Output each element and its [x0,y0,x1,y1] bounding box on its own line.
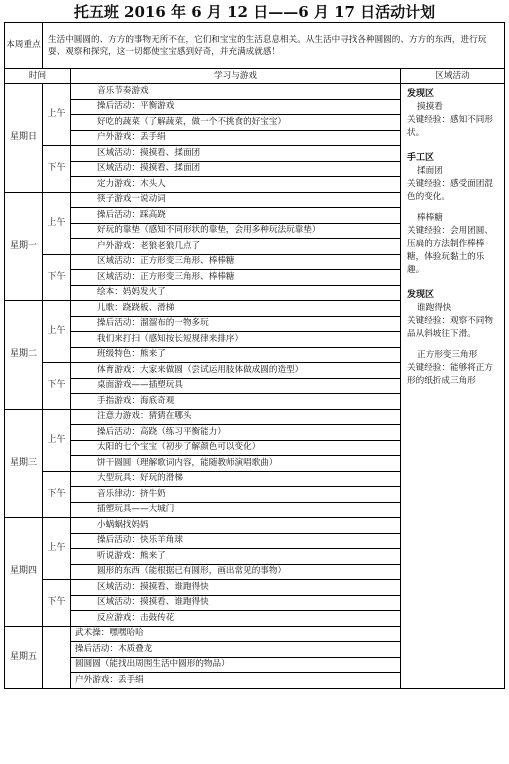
session-label: 下午 [43,146,71,193]
region-key-experience: 关键经验：感知不同形状。 [407,115,493,138]
region-spacer [407,144,500,152]
activity-cell: 体育游戏：大家来做圆（尝试运用肢体做成圆的造型） [71,363,401,379]
activity-cell: 太阳的七个宝宝（初步了解颜色可以变化） [71,440,401,456]
activity-row [5,84,505,100]
day-label: 星期四 [5,518,43,627]
header-row [5,69,505,84]
study-header: 学习与游戏 [71,69,401,84]
activity-cell: 听说游戏：熊来了 [71,549,401,565]
day-label: 星期三 [5,409,43,518]
focus-row [5,23,505,69]
session-label: 上午 [43,409,71,471]
region-group [407,289,500,388]
region-activity: 谁跑得快 [417,303,452,313]
activity-cell: 注意力游戏：猜猜在哪头 [71,409,401,425]
region-key-experience: 关键经验：感受面团混色的变化。 [407,179,493,202]
focus-label: 本周重点 [5,23,43,69]
activity-cell: 定力游戏：木头人 [71,177,401,193]
day-label: 星期一 [5,192,43,301]
activity-cell: 操后活动：木质叠龙 [71,642,401,658]
activity-cell: 手指游戏：海底奇观 [71,394,401,410]
session-label: 下午 [43,254,71,301]
session-label: 下午 [43,363,71,410]
region-header: 区域活动 [401,69,505,84]
activity-cell: 班级特色：熊来了 [71,347,401,363]
activity-cell: 音乐节奏游戏 [71,84,401,100]
region-group [407,88,500,140]
region-title: 发现区 [407,290,435,300]
activity-cell: 操后活动：踩高跷 [71,208,401,224]
session-label: 下午 [43,471,71,518]
activity-cell: 操后活动：溜溜布的一物多玩 [71,316,401,332]
activity-cell: 桌面游戏——插塑玩具 [71,378,401,394]
region-key-experience: 关键经验：观察不同物品从斜坡往下滑。 [407,316,493,339]
region-activities [401,84,505,689]
activity-cell: 操后活动：快乐羊角球 [71,533,401,549]
activity-cell: 圆圆圆（能找出周围生活中圆形的物品） [71,657,401,673]
activity-cell: 户外游戏：老狼老狼几点了 [71,239,401,255]
activity-cell: 区域活动：正方形变三角形、棒棒糖 [71,254,401,270]
session-label: 上午 [43,301,71,363]
region-activity: 棒棒糖 [417,213,443,223]
region-spacer [407,341,500,349]
activity-cell: 大型玩具：好玩的滑梯 [71,471,401,487]
session-label: 上午 [43,192,71,254]
activity-cell: 插塑玩具——大城门 [71,502,401,518]
region-activity: 揉面团 [417,166,443,176]
session-label [43,626,71,688]
activity-cell: 音乐律动：挤牛奶 [71,487,401,503]
session-label: 上午 [43,518,71,580]
activity-cell: 操后活动：平衡游戏 [71,99,401,115]
activity-cell: 反应游戏：击鼓传花 [71,611,401,627]
region-group [407,152,500,277]
activity-cell: 小蜗蜗找妈妈 [71,518,401,534]
activity-cell: 区域活动：摸摸看、揉面团 [71,146,401,162]
activity-cell: 好玩的靠垫（感知不同形状的靠垫，会用多种玩法玩靠垫） [71,223,401,239]
activity-cell: 圆形的东西（能根据已有圆形，画出常见的事物） [71,564,401,580]
region-title: 手工区 [407,153,435,163]
activity-cell: 户外游戏：丢手绢 [71,130,401,146]
day-label: 星期日 [5,84,43,193]
session-label: 上午 [43,84,71,146]
region-spacer [407,281,500,289]
activity-cell: 区域活动：摸摸看、谁跑得快 [71,580,401,596]
region-spacer [407,204,500,212]
activity-cell: 武术操：嘿嘿哈哈 [71,626,401,642]
activity-cell: 区域活动：正方形变三角形、棒棒糖 [71,270,401,286]
activity-cell: 户外游戏：丢手绢 [71,673,401,689]
activity-cell: 绘本：妈妈发火了 [71,285,401,301]
activity-cell: 饼干圆圆（理解歌词内容，能随教师演唱歌曲） [71,456,401,472]
activity-cell: 区域活动：摸摸看、谁跑得快 [71,595,401,611]
page-title: 托五班 2016 年 6 月 12 日——6 月 17 日活动计划 [73,3,436,21]
activity-cell: 区域活动：摸摸看、揉面团 [71,161,401,177]
activity-cell: 好吃的蔬菜（了解蔬菜，做一个不挑食的好宝宝） [71,115,401,131]
day-label: 星期二 [5,301,43,410]
activity-cell: 筷子游戏一说动词 [71,192,401,208]
day-label: 星期五 [5,626,43,688]
session-label: 下午 [43,580,71,627]
activity-cell: 我们来打扫（感知按长短规律来排序） [71,332,401,348]
activity-cell: 儿歌：跷跷板、滑梯 [71,301,401,317]
focus-text: 生活中圆圆的、方方的事物无所不在，它们和宝宝的生活息息相关。从生活中寻找各种圆圆的、方方的东西，进行玩耍、观察和探究，这一切都使宝宝感到好奇，并充满成就感！ [43,23,505,69]
region-key-experience: 关键经验：能够将正方形的纸折成三角形 [407,363,493,386]
time-header: 时间 [5,69,71,84]
region-key-experience: 关键经验：会用团圆、压扁的方法制作棒棒糖，体验玩黏土的乐趣。 [407,226,493,275]
region-title: 发现区 [407,89,435,99]
activity-plan-table [4,22,505,689]
region-activity: 摸摸看 [417,102,443,112]
region-activity: 正方形变三角形 [417,350,478,360]
activity-cell: 操后活动：高跷（练习平衡能力） [71,425,401,441]
